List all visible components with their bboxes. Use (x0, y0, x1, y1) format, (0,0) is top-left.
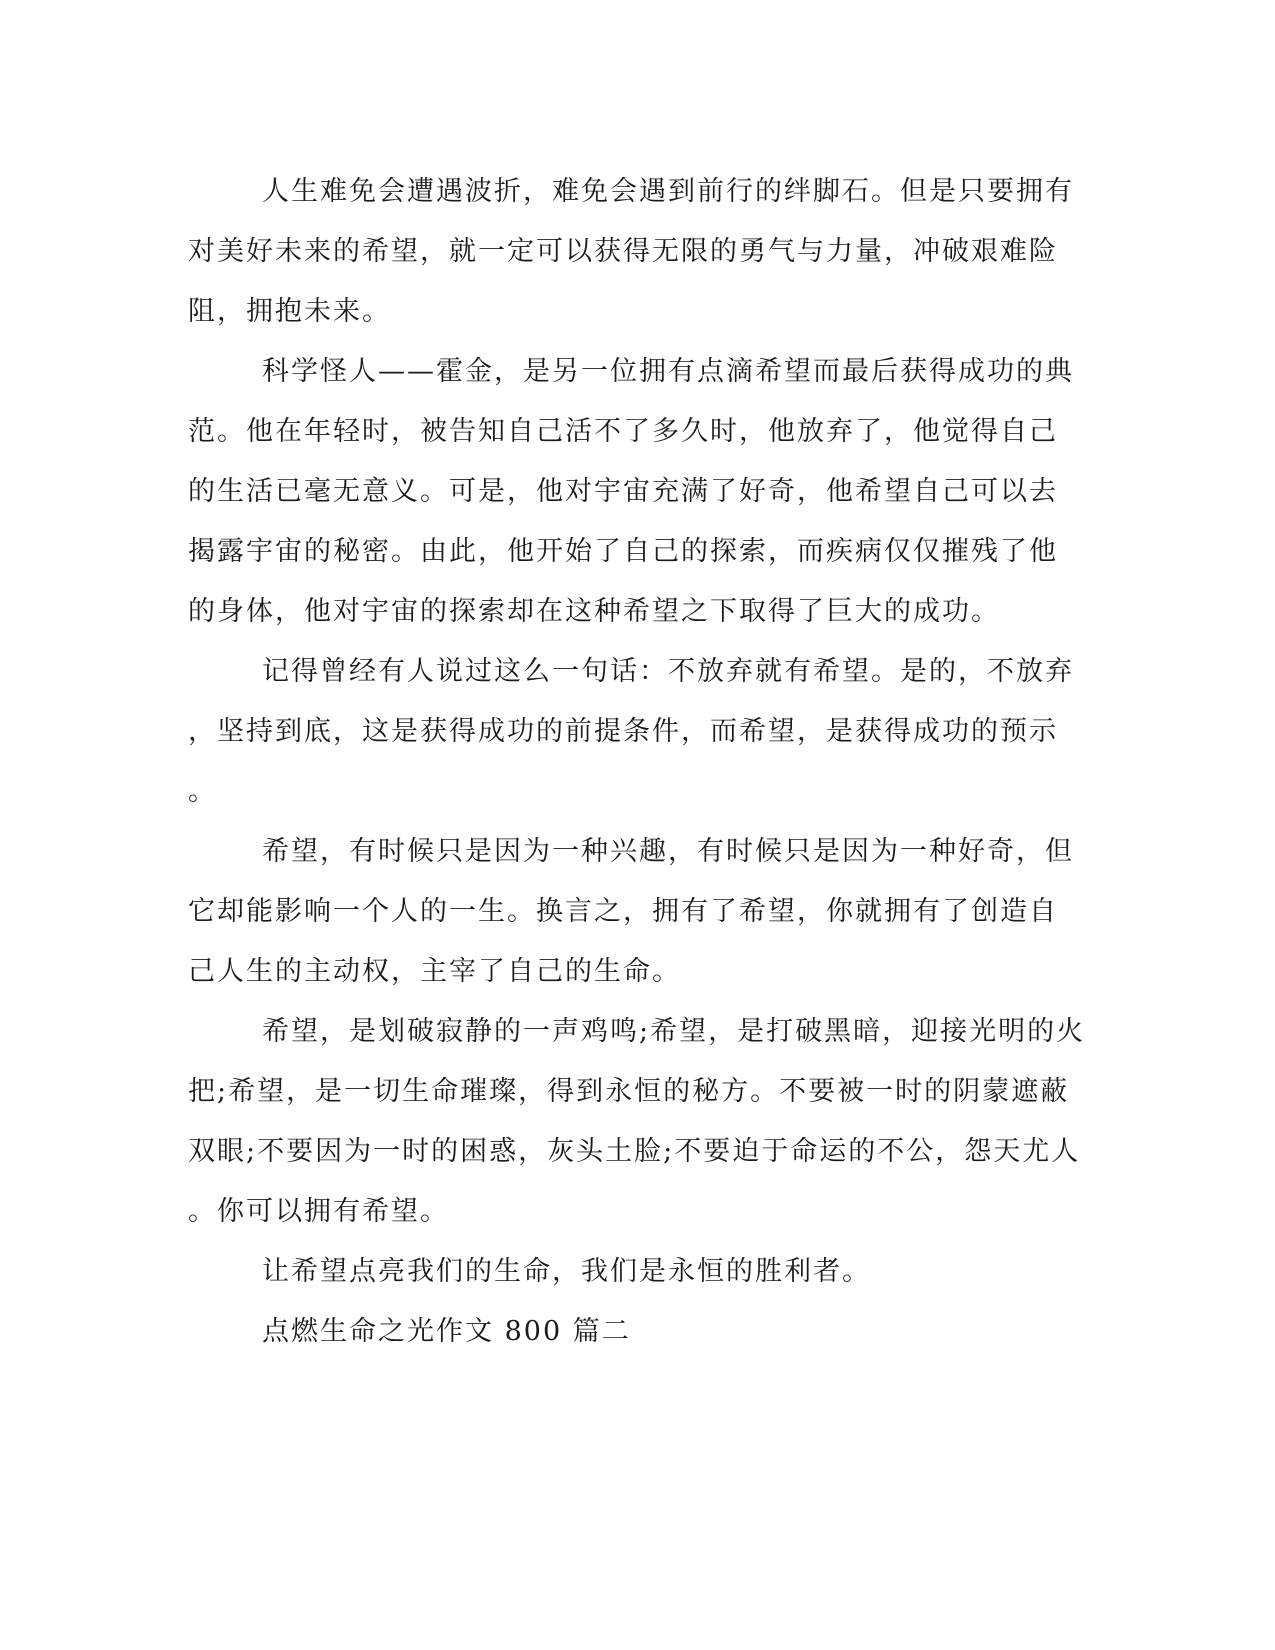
paragraph-3 (188, 642, 1088, 822)
text-line: 科学怪人——霍金，是另一位拥有点滴希望而最后获得成功的典 (262, 356, 1074, 387)
text-line: 对美好未来的希望，就一定可以获得无限的勇气与力量，冲破艰难险 (188, 236, 1058, 267)
paragraph-2 (188, 342, 1088, 642)
text-line: 让希望点亮我们的生命，我们是永恒的胜利者。 (262, 1256, 871, 1287)
paragraph-5 (188, 1002, 1088, 1242)
text-line: 人生难免会遭遇波折，难免会遇到前行的绊脚石。但是只要拥有 (262, 176, 1074, 207)
text-line: 双眼;不要因为一时的困惑，灰头土脸;不要迫于命运的不公，怨天尤人 (188, 1136, 1081, 1167)
text-line: 希望，是划破寂静的一声鸡鸣;希望，是打破黑暗，迎接光明的火 (262, 1016, 1086, 1047)
text-line: 。 (188, 776, 217, 807)
paragraph-4 (188, 822, 1088, 1002)
text-line: 己人生的主动权，主宰了自己的生命。 (188, 956, 681, 987)
text-line: 希望，有时候只是因为一种兴趣，有时候只是因为一种好奇，但 (262, 836, 1074, 867)
text-line: 范。他在年轻时，被告知自己活不了多久时，他放弃了，他觉得自己 (188, 416, 1058, 447)
section-heading: 点燃生命之光作文 800 篇二 (262, 1316, 631, 1347)
text-line: 揭露宇宙的秘密。由此，他开始了自己的探索，而疾病仅仅摧残了他 (188, 536, 1058, 567)
document-body (188, 162, 1088, 1362)
text-line: 的生活已毫无意义。可是，他对宇宙充满了好奇，他希望自己可以去 (188, 476, 1058, 507)
text-line: ，坚持到底，这是获得成功的前提条件，而希望，是获得成功的预示 (188, 716, 1058, 747)
text-line: 记得曾经有人说过这么一句话：不放弃就有希望。是的，不放弃 (262, 656, 1074, 687)
text-line: 的身体，他对宇宙的探索却在这种希望之下取得了巨大的成功。 (188, 596, 1000, 627)
paragraph-1 (188, 162, 1088, 342)
text-line: 它却能影响一个人的一生。换言之，拥有了希望，你就拥有了创造自 (188, 896, 1058, 927)
text-line: 阻，拥抱未来。 (188, 296, 391, 327)
paragraph-6 (188, 1242, 1088, 1302)
text-line: 把;希望，是一切生命璀璨，得到永恒的秘方。不要被一时的阴蒙遮蔽 (188, 1076, 1070, 1107)
text-line: 。你可以拥有希望。 (188, 1196, 449, 1227)
